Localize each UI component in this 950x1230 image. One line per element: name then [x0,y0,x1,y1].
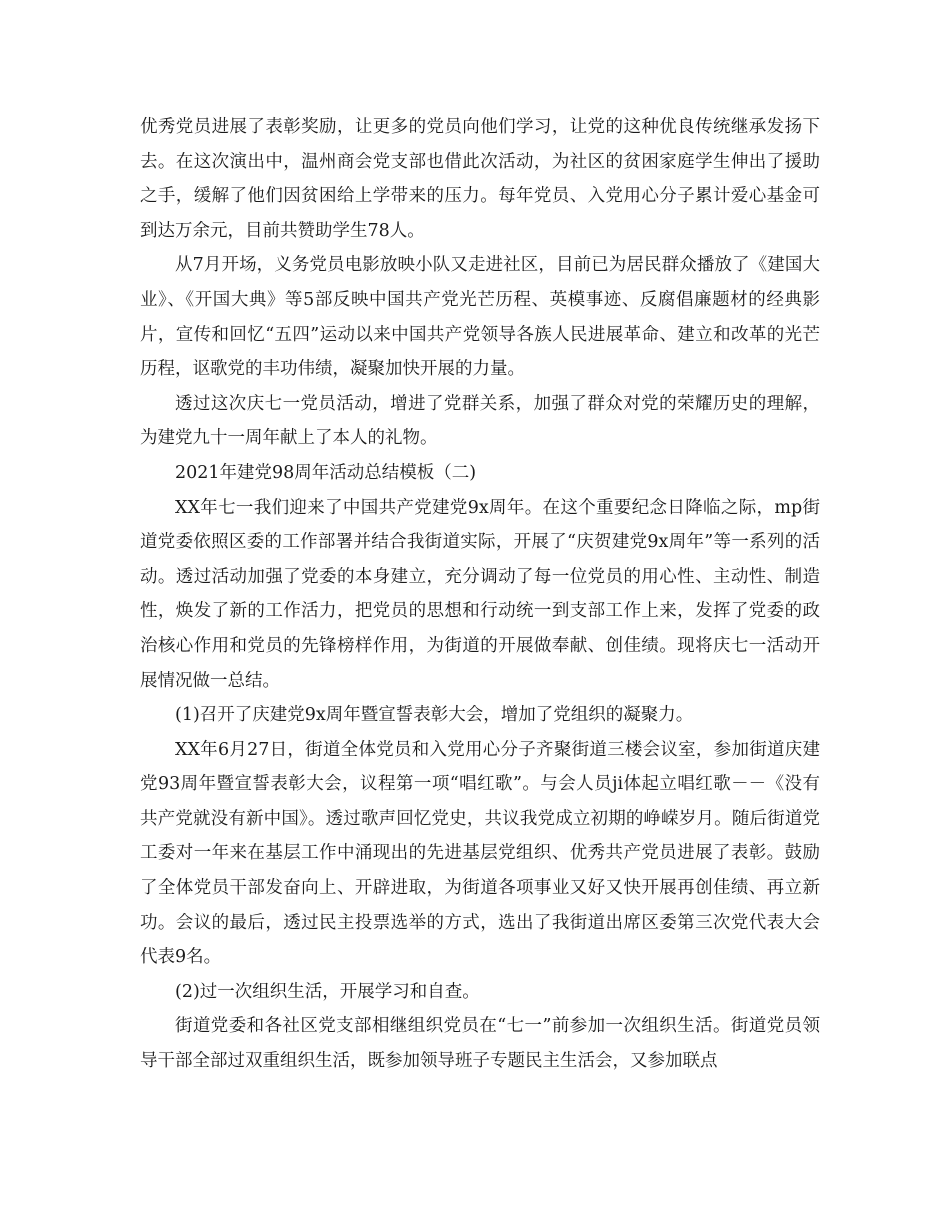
paragraph-6: 街道党委和各社区党支部相继组织党员在“七一”前参加一次组织生活。街道党员领导干部全部过双重组织生活，既参加领导班子专题民主生活会，又参加联点 [140,1016,820,1072]
document-body [140,110,820,1079]
item-2-heading: (2)过一次组织生活，开展学习和自查。 [175,981,480,1002]
item-1-heading: (1)召开了庆建党9x周年暨宣誓表彰大会，增加了党组织的凝聚力。 [175,705,694,726]
paragraph-1: 优秀党员进展了表彰奖励，让更多的党员向他们学习，让党的这种优良传统继承发扬下去。在这次演出中，温州商会党支部也借此次活动，为社区的贫困家庭学生伸出了援助之手，缓解了他们因贫困给上学带来的压力。每年党员、入党用心分子累计爱心基金可到达万余元，目前共赞助学生78人。 [140,117,820,241]
paragraph-4: XX年七一我们迎来了中国共产党建党9x周年。在这个重要纪念日降临之际，mp街道党委依照区委的工作部署并结合我街道实际，开展了“庆贺建党9x周年”等一系列的活动。透过活动加强了党委的本身建立，充分调动了每一位党员的用心性、主动性、制造性，焕发了新的工作活力，把党员的思想和行动统一到支部工作上来，发挥了党委的政治核心作用和党员的先锋榜样作用，为街道的开展做奉献、创佳绩。现将庆七一活动开展情况做一总结。 [140,497,820,691]
paragraph-3: 透过这次庆七一党员活动，增进了党群关系，加强了群众对党的荣耀历史的理解，为建党九十一周年献上了本人的礼物。 [140,393,820,449]
paragraph-2: 从7月开场，义务党员电影放映小队又走进社区，目前已为居民群众播放了《建国大业》、《开国大典》等5部反映中国共产党光芒历程、英模事迹、反腐倡廉题材的经典影片，宣传和回忆“五四”运动以来中国共产党领导各族人民进展革命、建立和改革的光芒历程，讴歌党的丰功伟绩，凝聚加快开展的力量。 [140,255,820,380]
section-heading: 2021年建党98周年活动总结模板（二) [175,462,477,483]
paragraph-5: XX年6月27日，街道全体党员和入党用心分子齐聚街道三楼会议室，参加街道庆建党93周年暨宣誓表彰大会，议程第一项“唱红歌”。与会人员ji体起立唱红歌－－《没有共产党就没有新中国》。透过歌声回忆党史，共议我党成立初期的峥嵘岁月。随后街道党工委对一年来在基层工作中涌现出的先进基层党组织、优秀共产党员进展了表彰。鼓励了全体党员干部发奋向上、开辟进取，为街道各项事业又好又快开展再创佳绩、再立新功。会议的最后，透过民主投票选举的方式，选出了我街道出席区委第三次党代表大会代表9名。 [140,739,820,968]
